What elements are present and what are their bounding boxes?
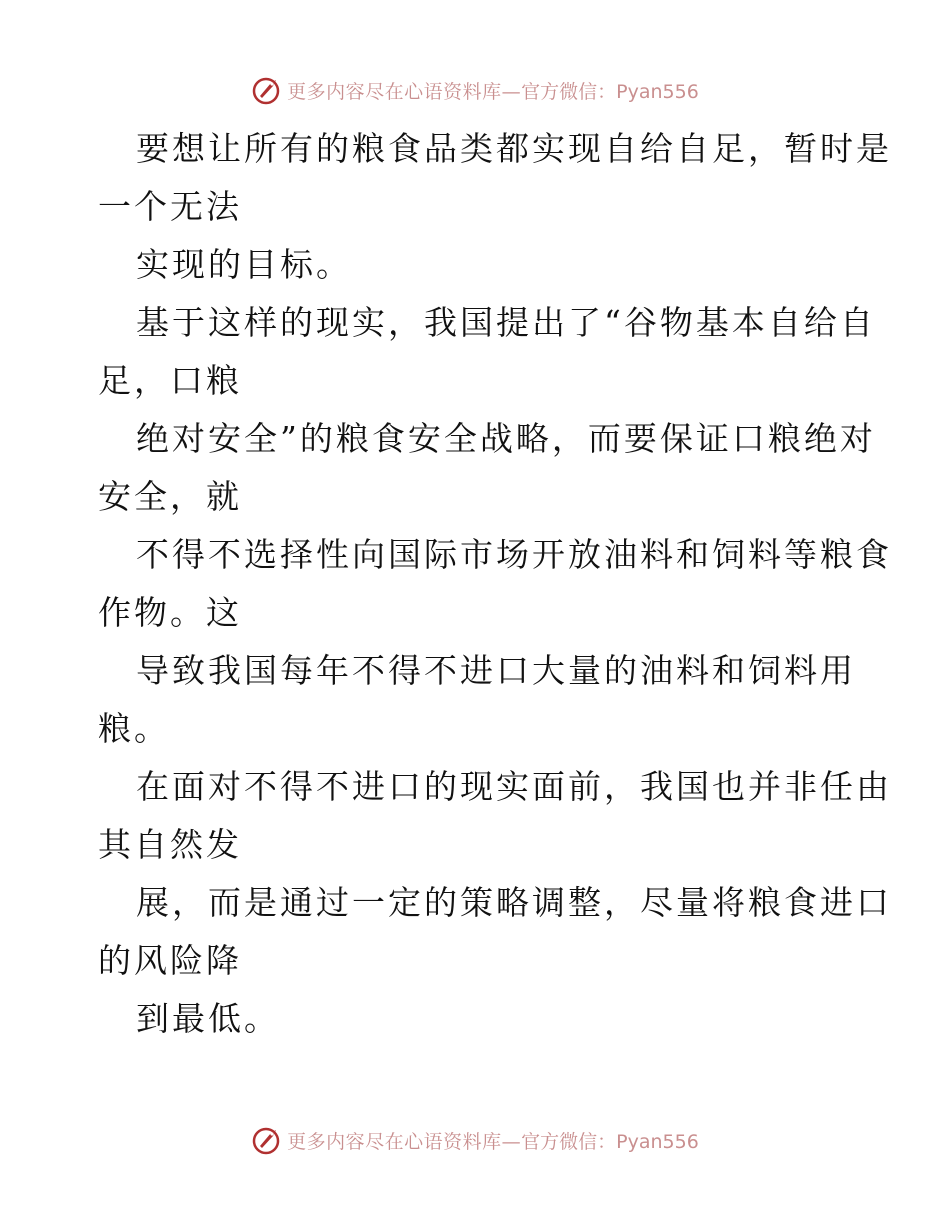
banner-wechat-text: 官方微信：Pyan556	[521, 80, 699, 103]
document-body	[98, 120, 892, 1048]
body-line: 粮。	[98, 709, 170, 748]
pen-nib-circle-icon	[251, 74, 283, 106]
body-line: 展，而是通过一定的策略调整，尽量将粮食进口	[136, 883, 892, 922]
body-line: 实现的目标。	[136, 245, 352, 284]
body-line: 一个无法	[98, 187, 242, 226]
banner-main-text: 更多内容尽在心语资料库—	[287, 80, 522, 103]
body-line: 基于这样的现实，我国提出了“谷物基本自给自	[136, 303, 876, 342]
body-line: 足，口粮	[98, 361, 242, 400]
body-line: 在面对不得不进口的现实面前，我国也并非任由	[136, 767, 892, 806]
footer-banner	[0, 1120, 950, 1160]
body-line: 要想让所有的粮食品类都实现自给自足，暂时是	[136, 129, 892, 168]
body-line: 导致我国每年不得不进口大量的油料和饲料用	[136, 651, 856, 690]
banner-main-text: 更多内容尽在心语资料库—	[287, 1130, 522, 1153]
body-line: 作物。这	[98, 593, 242, 632]
body-line: 安全，就	[98, 477, 242, 516]
body-line: 的风险降	[98, 941, 242, 980]
pen-nib-circle-icon	[251, 1124, 283, 1156]
body-line: 不得不选择性向国际市场开放油料和饲料等粮食	[136, 535, 892, 574]
body-line: 绝对安全”的粮食安全战略，而要保证口粮绝对	[136, 419, 876, 458]
header-banner	[0, 70, 950, 110]
body-line: 其自然发	[98, 825, 242, 864]
banner-wechat-text: 官方微信：Pyan556	[521, 1130, 699, 1153]
body-line: 到最低。	[136, 999, 280, 1038]
